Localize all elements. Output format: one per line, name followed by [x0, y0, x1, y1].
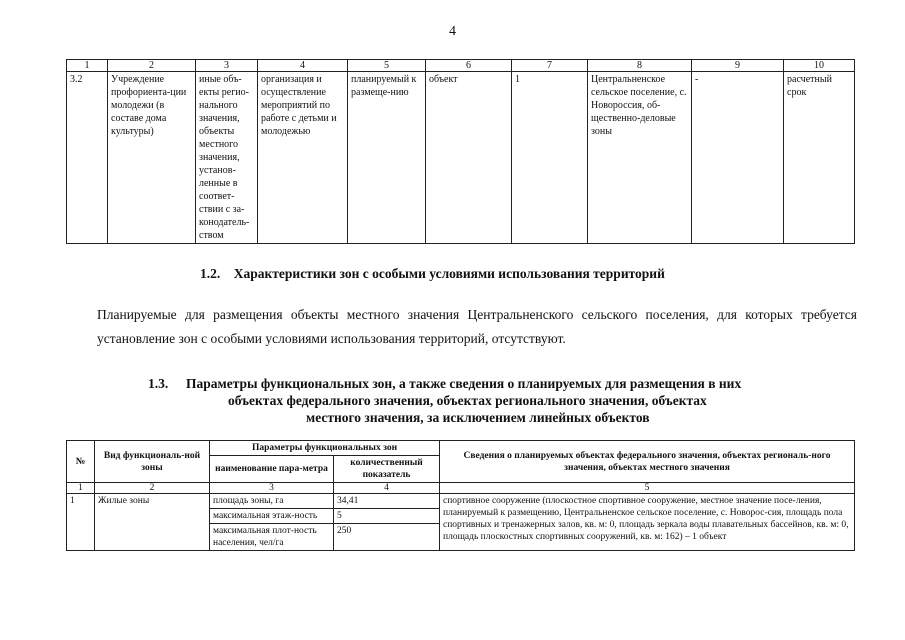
header-param-name: наименование пара-метра	[210, 456, 334, 483]
object-name: Учреждение профориента-ции молодежи (в составе дома культуры)	[108, 72, 196, 244]
row-number: 3.2	[67, 72, 108, 244]
col-index: 2	[95, 483, 210, 494]
section-title-line-3: местного значения, за исключением линейных объектов	[306, 410, 650, 425]
page-number: 4	[449, 24, 456, 39]
param-name: площадь зоны, га	[210, 494, 334, 509]
table-row	[67, 72, 855, 244]
object-purpose: организация и осуществление мероприятий по работе с детьми и молодежью	[258, 72, 348, 244]
objects-info: спортивное сооружение (плоскостное спортивное сооружение, местное значение посе-ления, планируемый к размещению, Центральненское сельское поселение, с. Новорос-сия, площадь пола спортивных и тренажерных залов, кв. м: 0, площадь зеркала воды плавательных бассейнов, кв. м: 0, площадь плоскостных спортивных сооружений, кв. м: 162) – 1 объект	[440, 494, 855, 551]
col-index: 3	[196, 60, 258, 72]
param-value: 34,41	[334, 494, 440, 509]
section-paragraph: Планируемые для размещения объекты местного значения Центральненского сельского поселения, для которых требуется установление зон с особыми условиями использования территорий, отсутствуют.	[97, 307, 857, 346]
section-title-line-2: объектах федерального значения, объектах регионального значения, объектах	[228, 393, 707, 408]
col-index: 10	[784, 60, 855, 72]
col-index: 2	[108, 60, 196, 72]
col-index: 4	[334, 483, 440, 494]
section-title-line-1: Параметры функциональных зон, а также сведения о планируемых для размещения в них	[186, 376, 742, 391]
object-status: планируемый к размеще-нию	[348, 72, 426, 244]
header-params-group: Параметры функциональных зон	[210, 441, 440, 456]
object-unit: объект	[426, 72, 512, 244]
table-row	[67, 494, 855, 509]
section-number: 1.3.	[148, 376, 169, 391]
col-index: 9	[692, 60, 784, 72]
header-objects-info: Сведения о планируемых объектах федерального значения, объектах региональ-ного значения, объектах местного значения	[440, 441, 855, 483]
col-index: 7	[512, 60, 588, 72]
header-param-value: количественный показатель	[334, 456, 440, 483]
object-count: 1	[512, 72, 588, 244]
col-index: 6	[426, 60, 512, 72]
param-value: 250	[334, 524, 440, 551]
functional-zones-table	[66, 440, 855, 551]
object-term: расчетный срок	[784, 72, 855, 244]
param-name: максимальная этаж-ность	[210, 509, 334, 524]
header-zone-type: Вид функциональ-ной зоны	[95, 441, 210, 483]
column-index-row	[67, 60, 855, 72]
col-index: 8	[588, 60, 692, 72]
header-row	[67, 441, 855, 456]
row-number: 1	[67, 494, 95, 551]
param-value: 5	[334, 509, 440, 524]
col-index: 1	[67, 483, 95, 494]
col-index: 5	[440, 483, 855, 494]
section-heading-1-3	[148, 375, 868, 426]
column-index-row	[67, 483, 855, 494]
planned-objects-table	[66, 59, 855, 244]
zone-name: Жилые зоны	[95, 494, 210, 551]
section-title: Характеристики зон с особыми условиями использования территорий	[233, 266, 665, 281]
col-index: 4	[258, 60, 348, 72]
col-index: 1	[67, 60, 108, 72]
header-num: №	[67, 441, 95, 483]
param-name: максимальная плот-ность населения, чел/га	[210, 524, 334, 551]
section-heading-1-2	[200, 266, 665, 282]
section-number: 1.2.	[200, 266, 221, 281]
object-category: иные объ-екты регио-нального значения, объекты местного значения, установ-ленные в соответ-ствии с за-конодатель-ством	[196, 72, 258, 244]
object-zone-info: -	[692, 72, 784, 244]
object-location: Центральненское сельское поселение, с. Новороссия, об-щественно-деловые зоны	[588, 72, 692, 244]
col-index: 3	[210, 483, 334, 494]
col-index: 5	[348, 60, 426, 72]
